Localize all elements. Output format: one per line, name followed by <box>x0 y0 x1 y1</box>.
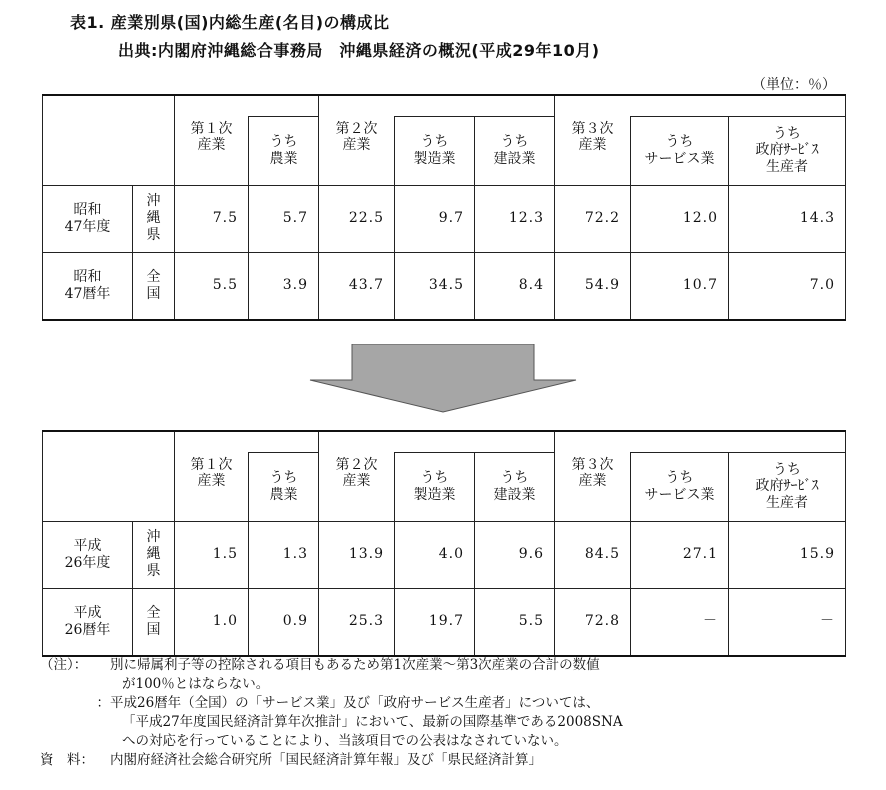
value-cell: 0.9 <box>249 588 319 656</box>
note-text: 「平成27年度国民経済計算年次推計」において、最新の国際基準である2008SNA <box>122 714 623 730</box>
down-arrow-icon <box>308 344 578 414</box>
note-label: （注）： <box>40 657 88 673</box>
value-cell: 7.0 <box>729 252 846 320</box>
composition-table-heisei <box>42 430 846 657</box>
note-text: への対応を行っていることにより、当該項目での公表はなされていない。 <box>122 733 568 749</box>
corner-cell <box>43 95 175 185</box>
value-cell: 10.7 <box>631 252 729 320</box>
value-cell: 5.7 <box>249 185 319 252</box>
note-label: ： <box>96 695 110 711</box>
header-primary: 第１次 産業 <box>175 453 249 522</box>
value-cell: 12.3 <box>475 185 555 252</box>
value-cell: 34.5 <box>395 252 475 320</box>
period-cell: 昭和 47暦年 <box>43 252 133 320</box>
header-secondary: 第２次 産業 <box>319 117 395 186</box>
primary-group-top <box>175 431 319 453</box>
note-text: が100％とはならない。 <box>122 676 270 692</box>
value-cell: － <box>631 588 729 656</box>
value-cell: 7.5 <box>175 185 249 252</box>
note-text: 平成26暦年（全国）の「サービス業」及び「政府サービス生産者」については、 <box>110 695 600 711</box>
value-cell: 8.4 <box>475 252 555 320</box>
note-line <box>40 713 840 732</box>
value-cell: 25.3 <box>319 588 395 656</box>
value-cell: 27.1 <box>631 521 729 588</box>
source-label: 資 料： <box>40 752 94 768</box>
value-cell: 84.5 <box>555 521 631 588</box>
value-cell: 4.0 <box>395 521 475 588</box>
region-cell: 沖 縄 県 <box>133 185 175 252</box>
value-cell: 72.8 <box>555 588 631 656</box>
value-cell: 14.3 <box>729 185 846 252</box>
note-line <box>40 656 840 675</box>
header-government: うち 政府ｻｰﾋﾞｽ 生産者 <box>729 117 846 186</box>
composition-table-showa <box>42 94 846 321</box>
note-line <box>40 675 840 694</box>
note-line <box>40 732 840 751</box>
value-cell: 13.9 <box>319 521 395 588</box>
region-cell: 全 国 <box>133 588 175 656</box>
note-text: 別に帰属利子等の控除される項目もあるため第1次産業～第3次産業の合計の数値 <box>110 657 600 673</box>
header-services: うち サービス業 <box>631 117 729 186</box>
table-row <box>43 521 846 588</box>
table-row <box>43 588 846 656</box>
value-cell: 15.9 <box>729 521 846 588</box>
period-cell: 昭和 47年度 <box>43 185 133 252</box>
header-government: うち 政府ｻｰﾋﾞｽ 生産者 <box>729 453 846 522</box>
secondary-group-top <box>319 431 555 453</box>
value-cell: 9.6 <box>475 521 555 588</box>
value-cell: 22.5 <box>319 185 395 252</box>
value-cell: 3.9 <box>249 252 319 320</box>
header-tertiary: 第３次 産業 <box>555 453 631 522</box>
value-cell: 54.9 <box>555 252 631 320</box>
period-cell: 平成 26年度 <box>43 521 133 588</box>
header-secondary: 第２次 産業 <box>319 453 395 522</box>
header-services: うち サービス業 <box>631 453 729 522</box>
unit-label: （単位：％） <box>752 77 836 93</box>
notes-section <box>40 656 840 770</box>
table-title: 表1. 産業別県(国)内総生産(名目)の構成比 <box>70 13 390 32</box>
region-cell: 全 国 <box>133 252 175 320</box>
region-cell: 沖 縄 県 <box>133 521 175 588</box>
source-line: 出典:内閣府沖縄総合事務局 沖縄県経済の概況(平成29年10月) <box>118 41 600 60</box>
tertiary-group-top <box>555 431 846 453</box>
source-text: 内閣府経済社会総合研究所「国民経済計算年報」及び「県民経済計算」 <box>110 752 542 768</box>
period-cell: 平成 26暦年 <box>43 588 133 656</box>
header-manufacturing: うち 製造業 <box>395 117 475 186</box>
header-tertiary: 第３次 産業 <box>555 117 631 186</box>
value-cell: － <box>729 588 846 656</box>
value-cell: 1.3 <box>249 521 319 588</box>
primary-group-top <box>175 95 319 117</box>
value-cell: 19.7 <box>395 588 475 656</box>
note-line <box>40 694 840 713</box>
tertiary-group-top <box>555 95 846 117</box>
header-agriculture: うち 農業 <box>249 117 319 186</box>
value-cell: 12.0 <box>631 185 729 252</box>
header-manufacturing: うち 製造業 <box>395 453 475 522</box>
header-construction: うち 建設業 <box>475 117 555 186</box>
value-cell: 72.2 <box>555 185 631 252</box>
corner-cell <box>43 431 175 521</box>
table-row <box>43 185 846 252</box>
table-row <box>43 252 846 320</box>
value-cell: 43.7 <box>319 252 395 320</box>
value-cell: 9.7 <box>395 185 475 252</box>
value-cell: 5.5 <box>475 588 555 656</box>
header-construction: うち 建設業 <box>475 453 555 522</box>
header-agriculture: うち 農業 <box>249 453 319 522</box>
value-cell: 5.5 <box>175 252 249 320</box>
header-primary: 第１次 産業 <box>175 117 249 186</box>
secondary-group-top <box>319 95 555 117</box>
value-cell: 1.5 <box>175 521 249 588</box>
source-note-line <box>40 751 840 770</box>
value-cell: 1.0 <box>175 588 249 656</box>
